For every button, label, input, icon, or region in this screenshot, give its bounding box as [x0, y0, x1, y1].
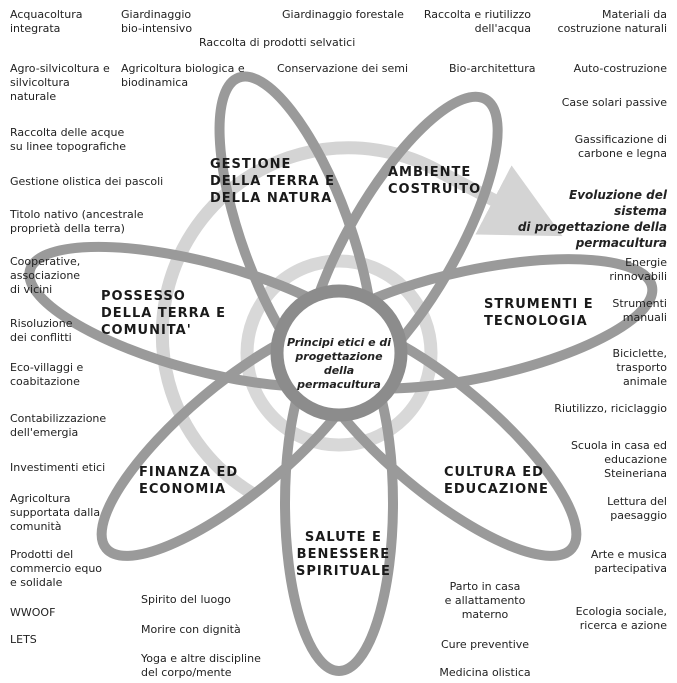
- item-giardinaggio-bio: Giardinaggio bio-intensivo: [121, 8, 193, 35]
- item-raccolta-selvatici: Raccolta di prodotti selvatici: [199, 36, 356, 49]
- right-item: Strumenti manuali: [612, 297, 667, 324]
- right-item: Gassificazione di carbone e legna: [574, 133, 667, 160]
- domain-land-management: GESTIONE DELLA TERRA E DELLA NATURA: [210, 157, 336, 206]
- domain-culture-education: CULTURA ED EDUCAZIONE: [444, 465, 549, 497]
- domain-health-spiritual: SALUTE E BENESSERE SPIRITUALE: [296, 530, 391, 579]
- bottom-right-item: Medicina olistica: [439, 666, 531, 679]
- right-item: Energie rinnovabili: [609, 256, 667, 283]
- left-item: LETS: [10, 633, 37, 646]
- right-item: Scuola in casa ed educazione Steineriana: [570, 439, 667, 480]
- center-label: Principi etici e di progettazione della permacultura: [286, 336, 392, 391]
- item-agro-silvicoltura: Agro-silvicoltura e silvicoltura naturale: [10, 62, 110, 103]
- item-materiali: Materiali da costruzione naturali: [557, 8, 667, 35]
- item-raccolta-acqua: Raccolta e riutilizzo dell'acqua: [423, 8, 531, 35]
- left-item: Cooperative, associazione di vicini: [10, 255, 81, 296]
- item-conservazione-semi: Conservazione dei semi: [277, 62, 409, 75]
- bottom-left-item: Yoga e altre discipline del corpo/mente: [141, 652, 261, 679]
- domain-built-environment: AMBIENTE COSTRUITO: [388, 165, 482, 197]
- left-item: Gestione olistica dei pascoli: [10, 175, 164, 188]
- left-item: Titolo nativo (ancestrale proprietà della terra): [10, 208, 144, 235]
- left-item: Contabilizzazione dell'emergia: [10, 412, 107, 439]
- left-item: Risoluzione dei conflitti: [10, 317, 73, 344]
- left-item: Raccolta delle acque su linee topografiche: [10, 126, 127, 153]
- domain-land-tenure: POSSESSO DELLA TERRA E COMUNITA': [101, 289, 227, 338]
- item-bio-architettura: Bio-architettura: [449, 62, 536, 75]
- bottom-right-item: Parto in casa e allattamento materno: [444, 580, 526, 621]
- left-item: Investimenti etici: [10, 461, 106, 474]
- item-acquacoltura: Acquacoltura integrata: [10, 8, 83, 35]
- domain-tools-technology: STRUMENTI E TECNOLOGIA: [484, 297, 594, 329]
- left-item: Prodotti del commercio equo e solidale: [10, 548, 103, 589]
- item-giardinaggio-forestale: Giardinaggio forestale: [282, 8, 404, 21]
- right-item: Ecologia sociale, ricerca e azione: [575, 605, 667, 632]
- left-item: WWOOF: [10, 606, 56, 619]
- item-agricoltura-bio: Agricoltura biologica e biodinamica: [121, 62, 245, 89]
- evolution-label: Evoluzione del sistema di progettazione della permacultura: [517, 188, 667, 250]
- item-auto-costruzione: Auto-costruzione: [573, 62, 667, 75]
- left-item: Agricoltura supportata dalla comunità: [10, 492, 101, 533]
- bottom-left-item: Morire con dignità: [141, 623, 241, 636]
- right-item: Case solari passive: [561, 96, 667, 109]
- bottom-right-item: Cure preventive: [440, 638, 530, 651]
- right-item: Biciclette, trasporto animale: [612, 347, 667, 388]
- right-item: Riutilizzo, riciclaggio: [554, 402, 667, 415]
- domain-finance-economics: FINANZA ED ECONOMIA: [139, 465, 239, 497]
- bottom-left-item: Spirito del luogo: [141, 593, 231, 606]
- right-item: Arte e musica partecipativa: [590, 548, 667, 575]
- left-item: Eco-villaggi e coabitazione: [10, 361, 84, 388]
- right-item: Lettura del paesaggio: [607, 495, 667, 522]
